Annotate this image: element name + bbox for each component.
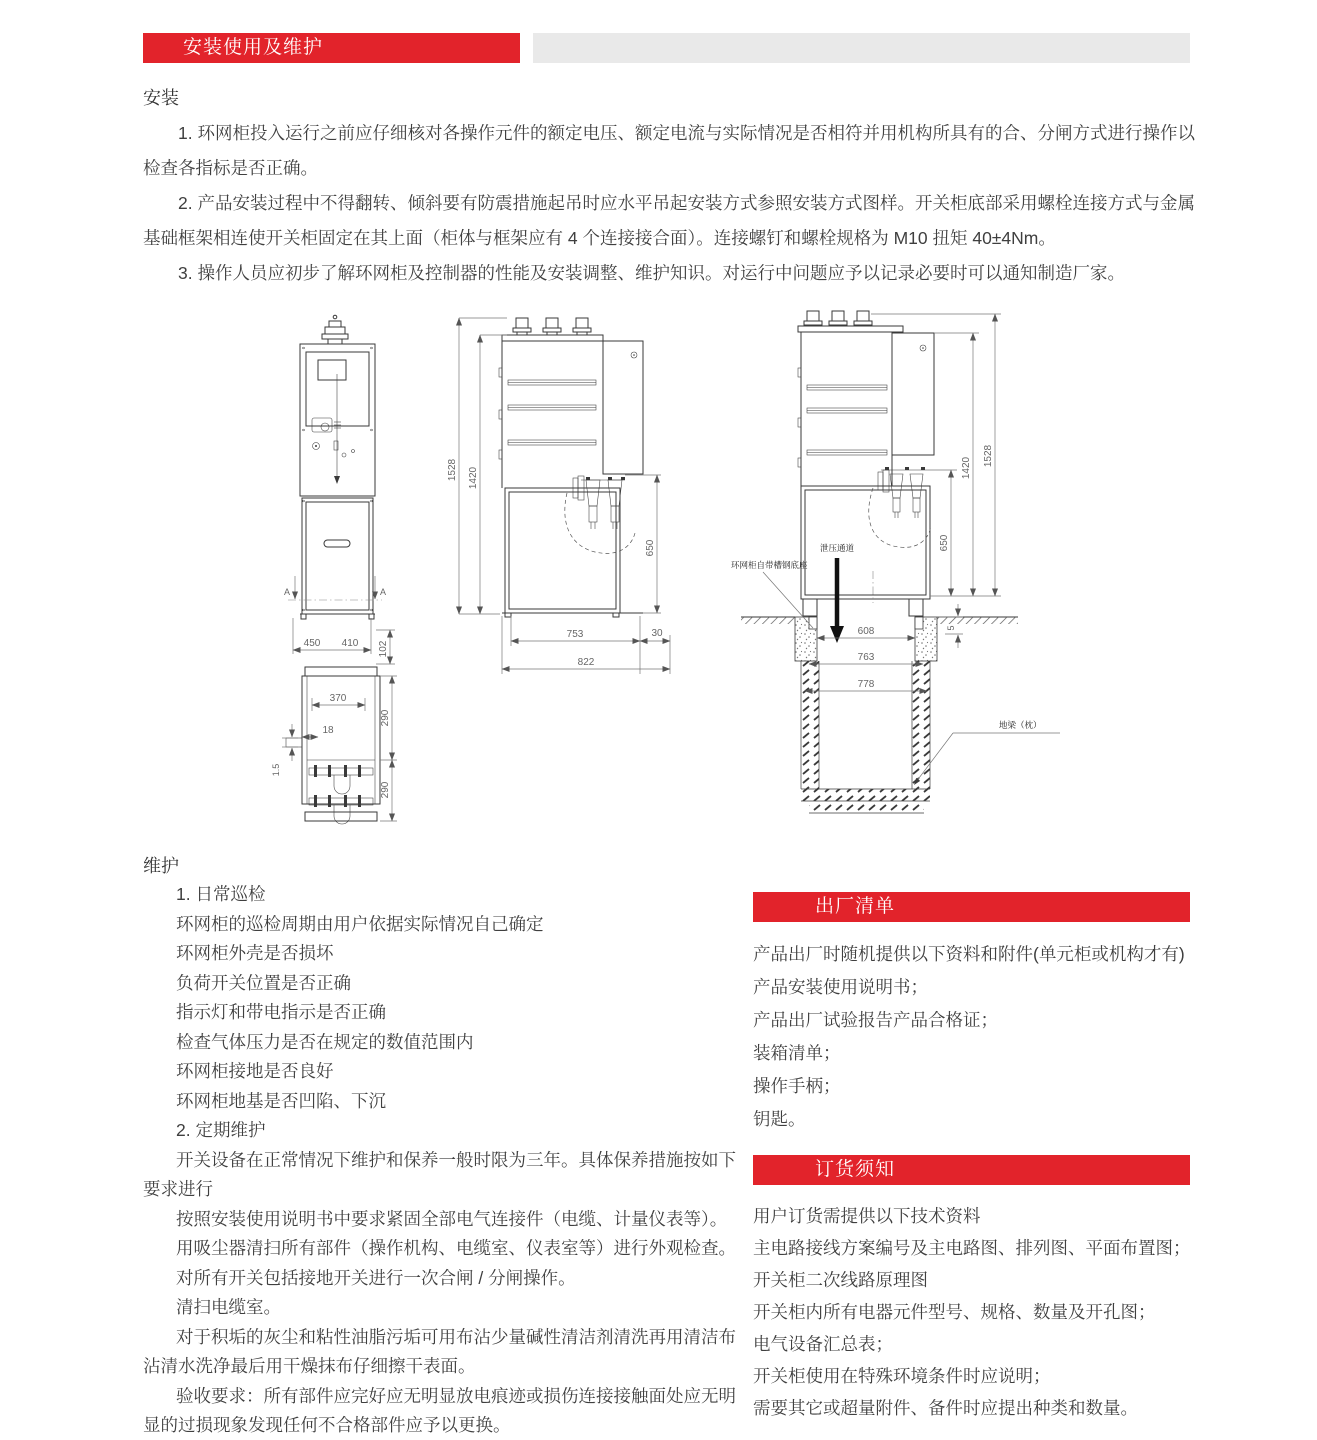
section-mark-label: A <box>283 587 291 597</box>
list-line: 对所有开关包括接地开关进行一次合闸 / 分闸操作。 <box>176 1267 576 1288</box>
factory-list-header-bar <box>753 892 1190 922</box>
list-line: 检查气体压力是否在规定的数值范围内 <box>176 1031 474 1052</box>
foundation-pit <box>741 617 1018 813</box>
side-view-drawing <box>445 308 685 680</box>
dimension-label: 753 <box>566 629 584 640</box>
dimension-label: 18 <box>322 725 334 736</box>
detail-boundary <box>565 493 635 553</box>
maintenance-list <box>143 880 743 1440</box>
list-line: 对于积垢的灰尘和粘性油脂污垢可用布沾少量碱性清洁剂清洗再用清洁布沾清水洗净最后用干燥抹布仔细擦干表面。 <box>143 1326 736 1376</box>
dimension-label: 1.5 <box>271 763 281 777</box>
install-paragraphs <box>143 116 1199 291</box>
dimension-label: 1528 <box>447 458 458 482</box>
dimension-label: 290 <box>380 781 391 799</box>
page-title: 安装使用及维护 <box>183 37 324 58</box>
dimension-label: 608 <box>857 626 875 637</box>
dimension-label: 30 <box>651 628 663 639</box>
dimension-label: 778 <box>857 679 875 690</box>
list-line: 环网柜接地是否良好 <box>176 1061 334 1081</box>
dimension-label: 410 <box>341 638 359 649</box>
list-line: 钥匙。 <box>753 1109 806 1129</box>
ground-beam-label: 地梁（枕） <box>999 720 1042 730</box>
maintenance-heading: 维护 <box>143 856 179 876</box>
bushing <box>854 311 872 325</box>
factory-list-title: 出厂清单 <box>815 896 896 917</box>
pressure-relief-label: 泄压通道 <box>819 543 855 553</box>
dimension-label: 1420 <box>961 456 972 480</box>
dimension-label: 5 <box>946 625 956 631</box>
list-line: 环网柜的巡检周期由用户依据实际情况自己确定 <box>176 913 544 934</box>
list-line: 装箱清单； <box>753 1043 841 1063</box>
list-line: 需要其它或超量附件、备件时应提出种类和数量。 <box>753 1398 1138 1418</box>
paragraph: 2. 产品安装过程中不得翻转、倾斜要有防震措施起吊时应水平吊起安装方式参照安装方式图样。开关柜底部采用螺栓连接方式与金属基础框架相连使开关柜固定在其上面（柜体与框架应有 4 个连接接合面）。连接螺钉和螺栓规格为 M10 扭矩 40±4Nm。 <box>143 193 1195 248</box>
list-line: 电气设备汇总表； <box>753 1334 893 1354</box>
paragraph: 3. 操作人员应初步了解环网柜及控制器的性能及安装调整、维护知识。对运行中问题应予以记录必要时可以通知制造厂家。 <box>178 263 1125 283</box>
dimension-label: 822 <box>577 657 595 668</box>
list-line: 操作手柄； <box>753 1076 841 1096</box>
list-line: 开关柜使用在特殊环境条件时应说明； <box>753 1366 1051 1386</box>
list-line: 按照安装使用说明书中要求紧固全部电气连接件（电缆、计量仪表等）。 <box>176 1208 728 1229</box>
dimension-label: 1420 <box>468 466 479 490</box>
dimension-label: 650 <box>939 534 950 552</box>
section-mark-label: A <box>379 587 387 597</box>
bushing <box>804 311 822 325</box>
installed-view-details <box>798 345 928 518</box>
bushing <box>513 318 531 335</box>
list-line: 产品出厂时随机提供以下资料和附件(单元柜或机构才有) <box>753 944 1185 964</box>
list-line: 验收要求：所有部件应完好应无明显放电痕迹或损伤连接接触面处应无明显的过损现象发现任何不合格部件应予以更换。 <box>143 1385 736 1435</box>
list-line: 开关柜内所有电器元件型号、规格、数量及开孔图； <box>753 1302 1156 1322</box>
cabinet-installed-outline <box>798 311 934 616</box>
dimension-label: 1528 <box>983 444 994 468</box>
dimension-label: 370 <box>329 693 347 704</box>
list-line: 1. 日常巡检 <box>176 884 266 904</box>
list-line: 开关设备在正常情况下维护和保养一般时限为三年。具体保养措施按如下要求进行 <box>143 1149 736 1199</box>
list-line: 开关柜二次线路原理图 <box>753 1270 928 1290</box>
install-heading: 安装 <box>143 88 179 108</box>
ordering-title: 订货须知 <box>815 1159 896 1180</box>
dimension-label: 102 <box>378 640 389 658</box>
dimension-label: 450 <box>303 638 321 649</box>
ordering-list <box>753 1200 1198 1424</box>
list-line: 指示灯和带电指示是否正确 <box>176 1002 386 1022</box>
front-view-details <box>283 347 375 824</box>
bushing <box>573 318 591 335</box>
channel-base-label: 环网柜自带槽钢底座 <box>731 560 808 570</box>
list-line: 环网柜外壳是否损坏 <box>176 943 334 963</box>
dimension-label: 650 <box>645 539 656 557</box>
list-line: 2. 定期维护 <box>176 1120 266 1140</box>
list-line: 环网柜地基是否凹陷、下沉 <box>176 1090 386 1111</box>
installation-view-drawing <box>713 308 1063 833</box>
list-line: 用户订货需提供以下技术资料 <box>753 1206 981 1226</box>
list-line: 产品出厂试验报告产品合格证； <box>753 1010 998 1030</box>
dimension-label: 763 <box>857 652 875 663</box>
factory-list <box>753 938 1198 1136</box>
list-line: 用吸尘器清扫所有部件（操作机构、电缆室、仪表室等）进行外观检查。 <box>176 1238 736 1258</box>
cabinet-front-outline <box>300 315 380 821</box>
paragraph: 1. 环网柜投入运行之前应仔细核对各操作元件的额定电压、额定电流与实际情况是否相符并用机构所具有的合、分闸方式进行操作以检查各指标是否正确。 <box>143 123 1195 178</box>
bushing <box>543 318 561 335</box>
pressure-relief-arrowhead <box>830 626 844 643</box>
section-header-bar <box>143 33 520 63</box>
cabinet-side-outline <box>502 318 643 617</box>
header-gray-bar <box>533 33 1190 63</box>
list-line: 主电路接线方案编号及主电路图、排列图、平面布置图； <box>753 1238 1191 1258</box>
list-line: 清扫电缆室。 <box>176 1297 281 1317</box>
dimension-label: 290 <box>380 709 391 727</box>
list-line: 负荷开关位置是否正确 <box>176 972 351 993</box>
bushing <box>829 311 847 325</box>
front-view-drawing <box>268 312 418 842</box>
list-line: 产品安装使用说明书； <box>753 977 928 997</box>
ordering-header-bar <box>753 1155 1190 1185</box>
